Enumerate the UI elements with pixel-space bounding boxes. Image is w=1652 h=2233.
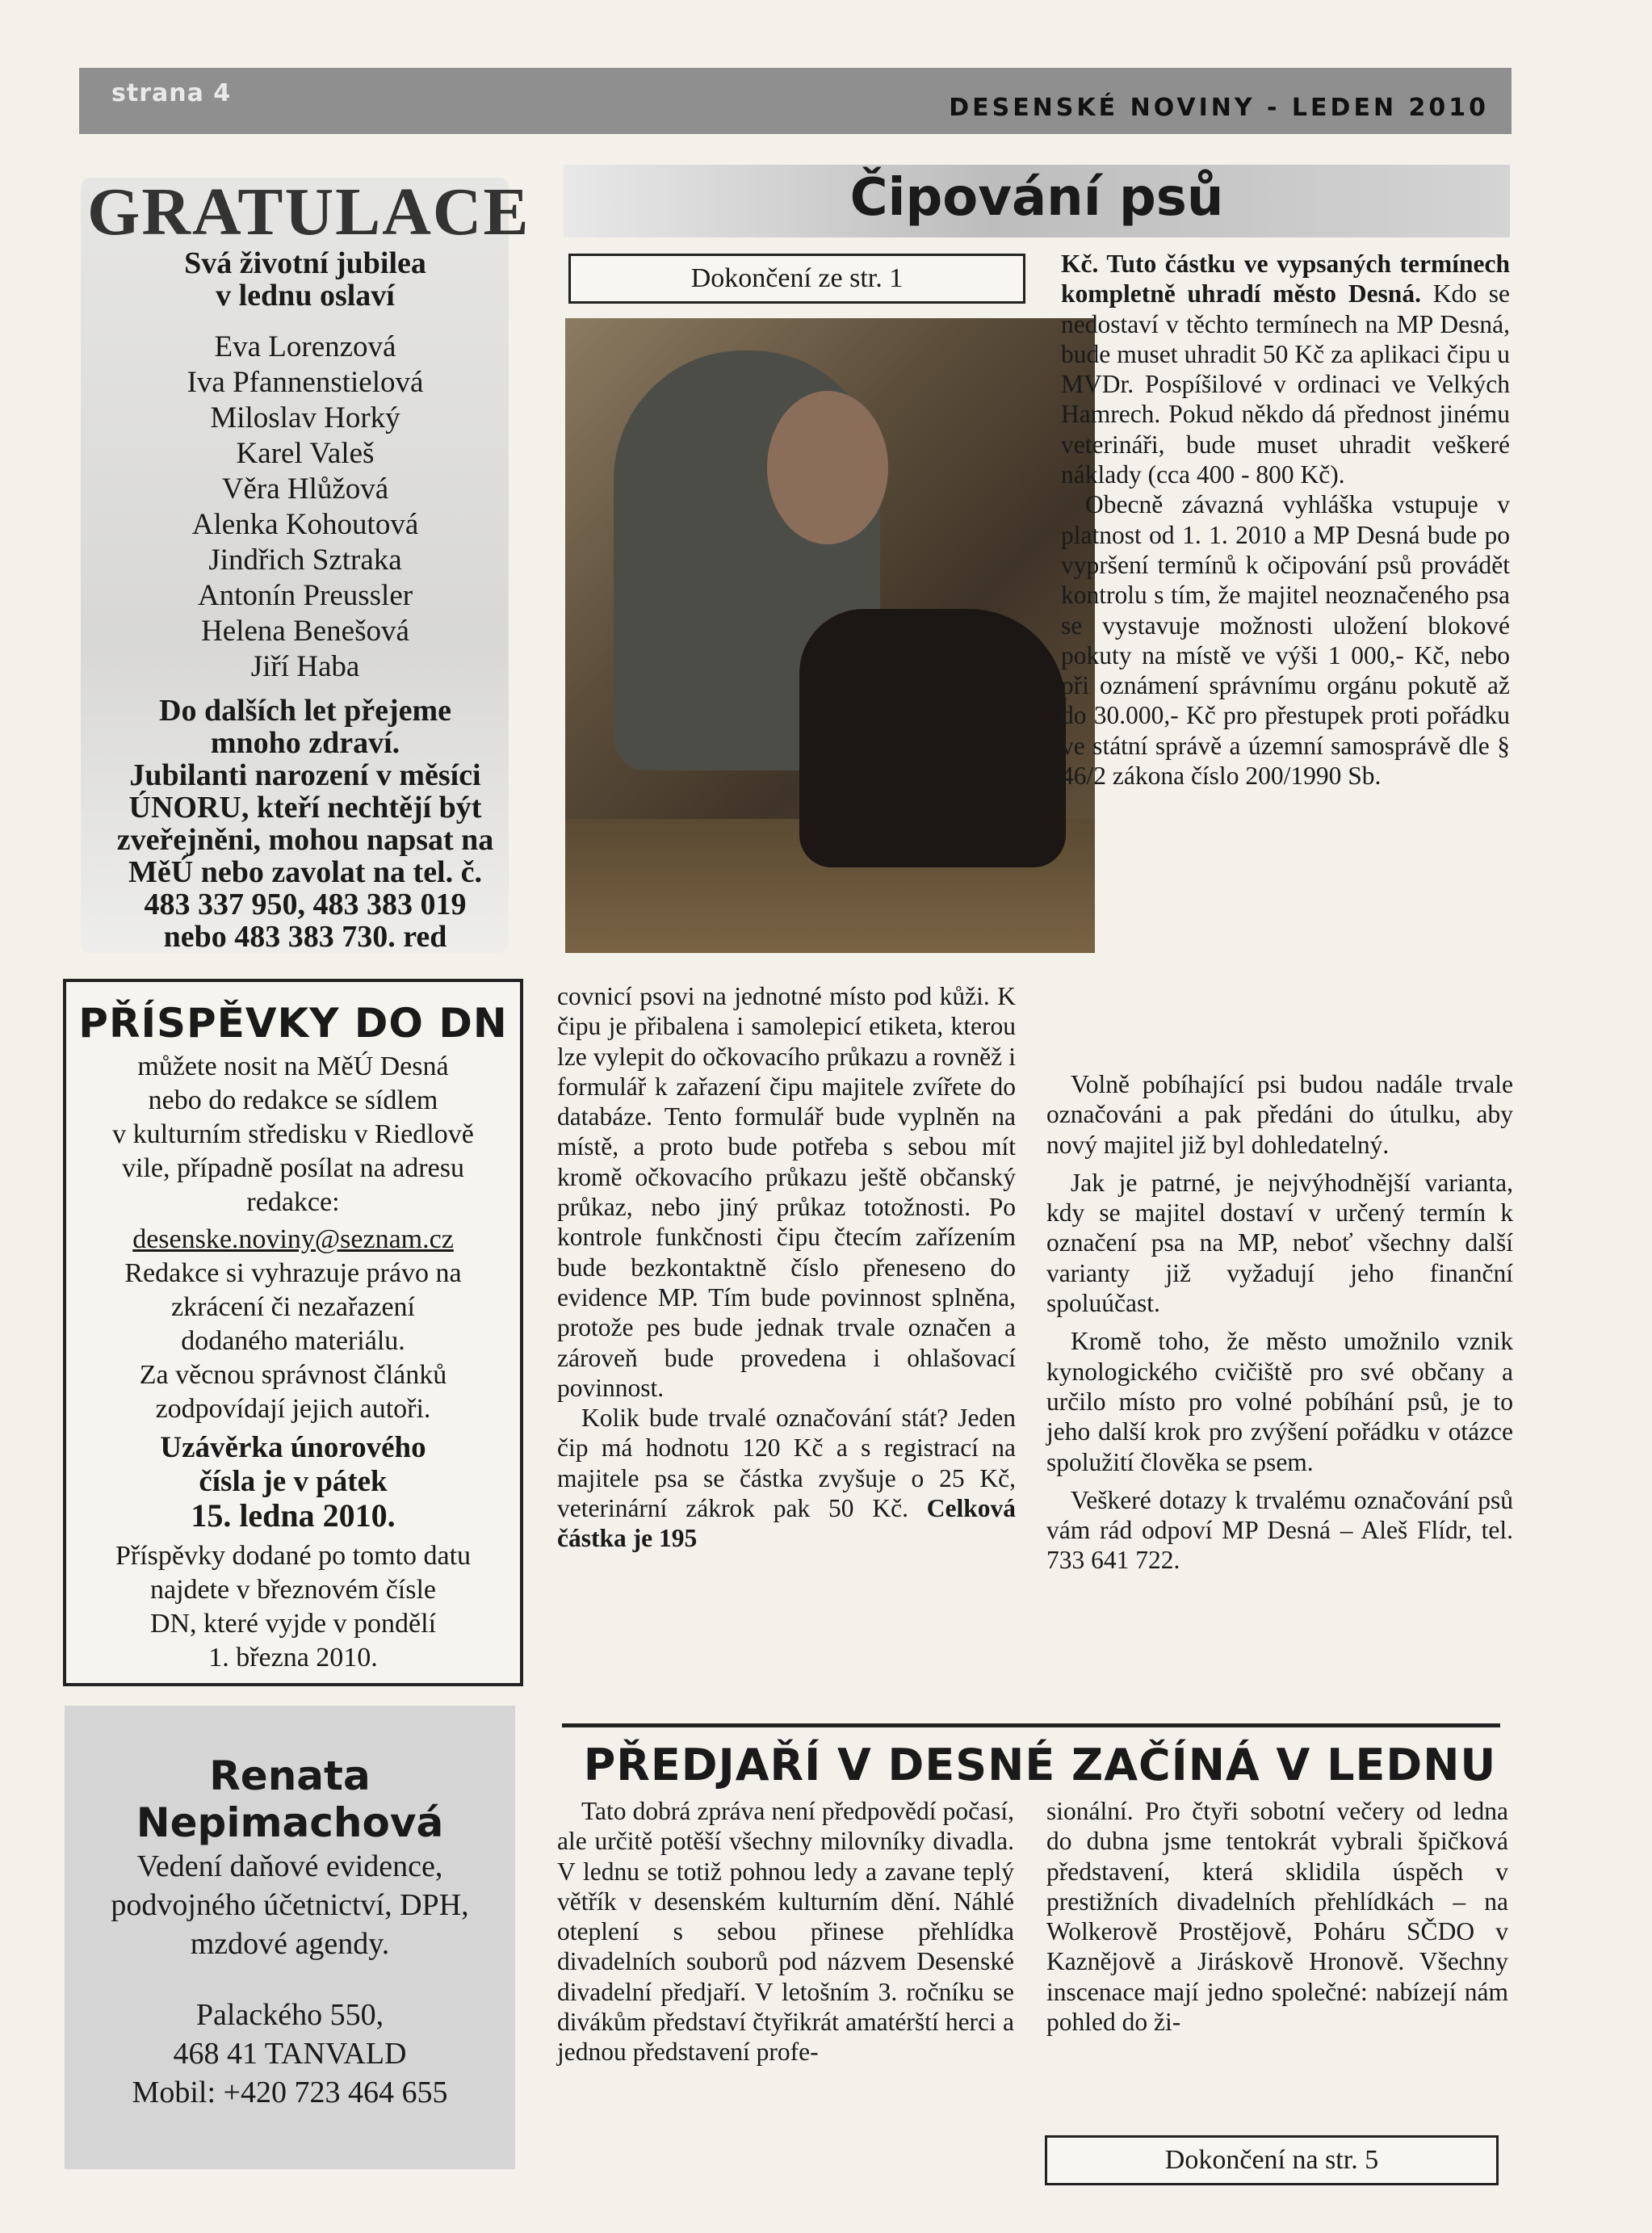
contributions-text: zkrácení či nezařazení — [171, 1292, 415, 1322]
contributions-title: PŘÍSPĚVKY DO DN — [78, 1000, 508, 1047]
gratulace-subtitle: Svá životní jubilea — [184, 246, 426, 280]
masthead: DESENSKÉ NOVINY - LEDEN 2010 — [949, 94, 1489, 122]
contributions-text: DN, které vyjde v pondělí — [149, 1609, 437, 1639]
ad-address: 468 41 TANVALD — [173, 2037, 407, 2071]
article-column-right — [1046, 1796, 1508, 2037]
gratulace-closing: MěÚ nebo zavolat na tel. č. — [128, 855, 482, 889]
article-title: PŘEDJAŘÍ V DESNÉ ZAČÍNÁ V LEDNU — [583, 1740, 1497, 1790]
contributions-text: Redakce si vyhrazuje právo na — [124, 1258, 462, 1288]
jubilant-name: Alenka Kohoutová — [191, 508, 419, 541]
jubilant-name: Jiří Haba — [250, 650, 360, 683]
ad-phone: Mobil: +420 723 464 655 — [132, 2076, 448, 2109]
article-paragraph: Volně pobíhající psi budou nadále trvale označováni a pak předáni do útulku, aby nový majitel již byl dohledatelný. — [1046, 1070, 1513, 1159]
contributions-box — [63, 979, 523, 1686]
gratulace-closing: ÚNORU, kteří nechtějí být — [128, 791, 482, 825]
article-paragraph: covnicí psovi na jednotné místo pod kůži. K čipu je přibalena i samolepicí etiketa, kterou lze vylepit do očkovacího průkazu a rovněž i formulář k zařazení čipu majitele zvířete do databáze. Tento formulář bude vyplněn na místě, a proto bude potřeba s sebou mít kromě očkovacího průkazu ještě občanský průkaz, nebo jiný průkaz totožnosti. Po kontrole funkčnosti čipu čtecím zařízením bude bezkontaktně číslo přeneseno do evidence MP. Tím bude povinnost splněna, protože pes bude jednak trvale označen a zároveň bude provedena i ohlašovací povinnost. — [557, 982, 1016, 1402]
gratulace-phones: 483 337 950, 483 383 019 — [144, 888, 467, 921]
jubilant-name: Jindřich Sztraka — [208, 544, 402, 577]
jubilant-name: Miloslav Horký — [210, 401, 400, 434]
article-paragraph: Kromě toho, že město umožnilo vznik kynologického cvičiště pro své občany a určilo místo pro volné pobíhání psů, je to jeho další krok pro zvýšení pořádku v otázce spolužití člověka se psem. — [1046, 1327, 1513, 1476]
contributions-text: najdete v březnovém čísle — [149, 1575, 436, 1605]
jubilant-name: Iva Pfannenstielová — [187, 366, 424, 399]
continued-on-box: Dokončení na str. 5 — [1045, 2135, 1499, 2185]
article-paragraph: Jak je patrné, je nejvýhodnější varianta, kdy se majitel dostaví v určený termín k označení psa na MP, neboť všechny další varianty již vyžadují jeho finanční spoluúčast. — [1046, 1168, 1513, 1318]
gratulace-closing: Do dalších let přejeme — [159, 694, 451, 728]
contributions-text: Za věcnou správnost článků — [139, 1360, 447, 1390]
gratulace-title: GRATULACE — [87, 174, 530, 250]
contributions-text: vile, případně posílat na adresu — [122, 1153, 464, 1183]
article-text-bold: Kč. Tuto částku ve vypsaných termínech kompletně uhradí město Desná. — [1061, 250, 1510, 309]
article-text-bold: Celková částka je 195 — [557, 1494, 1017, 1553]
ad-service: mzdové agendy. — [190, 1927, 390, 1961]
jubilant-name: Věra Hlůžová — [221, 472, 389, 506]
article-text: Obecně závazná vyhláška vstupuje v platnost od 1. 1. 2010 a MP Desná bude po vypršení termínů k očipování psů provádět kontrolu s tím, že majitel neoznačeného psa se vystavuje možnosti uložení blokové pokuty na místě ve výši 1 000,- Kč, nebo při oznámení správnímu orgánu pokutě až do 30.000,- Kč pro přestupek proti pořádku ve státní správě a územní samosprávě dle § 46/2 zákona číslo 200/1990 Sb. — [1061, 490, 1510, 791]
ad-address: Palackého 550, — [195, 1998, 384, 2032]
jubilant-name: Antonín Preussler — [197, 579, 413, 612]
article-column-left — [557, 981, 1016, 1554]
gratulace-closing: Jubilanti narození v měsíci — [129, 758, 481, 792]
article-title: Čipování psů — [849, 168, 1224, 228]
article-paragraph: Tato dobrá zpráva není předpovědí počasí, ale určitě potěší všechny milovníky divadla. V lednu se totiž pohnou ledy a zavane teplý větřík v desenském kulturním dění. Náhlé oteplení s sebou přinese přehlídka divadelních souborů pod názvem Desenské divadelní předjaří. V letošním 3. ročníku se divákům představí čtyřikrát amatérští herci a jednou představení profe- — [557, 1797, 1014, 2067]
article-photo — [565, 318, 1095, 953]
ad-service: Vedení daňové evidence, — [136, 1849, 443, 1883]
gratulace-subtitle: v lednu oslaví — [216, 279, 395, 313]
deadline-text: čísla je v pátek — [199, 1465, 388, 1498]
deadline-date: 15. ledna 2010. — [191, 1497, 396, 1534]
article-text: Kdo se nedostaví v těchto termínech na MP Desná, bude muset uhradit 50 Kč za aplikaci čipu u MVDr. Pospíšilové v ordinaci ve Velkých Hamrech. Pokud někdo dá přednost jinému veterináři, bude muset uhradit veškeré náklady (cca 400 - 800 Kč). — [1061, 279, 1511, 489]
ad-service: podvojného účetnictví, DPH, — [111, 1888, 469, 1922]
email-link[interactable]: desenske.noviny@seznam.cz — [132, 1224, 454, 1254]
jubilant-name: Karel Valeš — [236, 437, 375, 470]
gratulace-closing: mnoho zdraví. — [210, 726, 400, 760]
article-title-band — [564, 165, 1510, 237]
photo-dog — [799, 609, 1066, 867]
article-column-right — [1046, 1069, 1513, 1576]
contributions-text: v kulturním středisku v Riedlově — [112, 1119, 474, 1149]
article-paragraph: Kolik bude trvalé označování stát? Jeden čip má hodnotu 120 Kč a s registrací na majitele psa se částka zvyšuje o 25 Kč, veterinární zákrok pak 50 Kč. — [557, 1404, 1016, 1523]
contributions-text: zodpovídají jejich autoři. — [155, 1394, 431, 1424]
jubilant-name: Helena Benešová — [201, 615, 409, 648]
contributions-text: můžete nosit na MěÚ Desná — [137, 1051, 449, 1081]
contributions-text: dodaného materiálu. — [181, 1326, 405, 1356]
gratulace-closing: zveřejněni, mohou napsat na — [116, 823, 494, 857]
article-paragraph: sionální. Pro čtyři sobotní večery od ledna do dubna jsme tentokrát vybrali špičková představení, která sklidila úspěch v prestižních divadelních přehlídkách – na Wolkerově Prostějově, Poháru SČDO v Kaznějově a Jiráskově Hronově. Všechny inscenace mají jedno společné: nabízejí nám pohled do ži- — [1046, 1797, 1508, 2037]
page-number: strana 4 — [111, 79, 232, 107]
article-paragraph: Veškeré dotazy k trvalému označování psů vám rád odpoví MP Desná – Aleš Flídr, tel. 733 641 722. — [1046, 1485, 1513, 1575]
contributions-text: nebo do redakce se sídlem — [148, 1085, 438, 1115]
advertiser-name: Renata Nepimachová — [136, 1752, 444, 1846]
deadline-text: Uzávěrka únorového — [160, 1431, 426, 1464]
contributions-text: 1. března 2010. — [208, 1643, 378, 1673]
photo-person-head — [767, 391, 888, 544]
contributions-text: redakce: — [246, 1187, 340, 1217]
contributions-text: Příspěvky dodané po tomto datu — [115, 1541, 472, 1571]
continued-from-box: Dokončení ze str. 1 — [568, 254, 1025, 304]
jubilant-name: Eva Lorenzová — [214, 330, 396, 363]
article-column-left — [557, 1796, 1014, 2067]
article-column-right-top — [1061, 249, 1510, 791]
gratulace-phones: nebo 483 383 730. red — [163, 920, 447, 954]
section-divider — [562, 1723, 1500, 1727]
header-bar — [79, 68, 1512, 134]
advertisement-box — [65, 1706, 515, 2169]
